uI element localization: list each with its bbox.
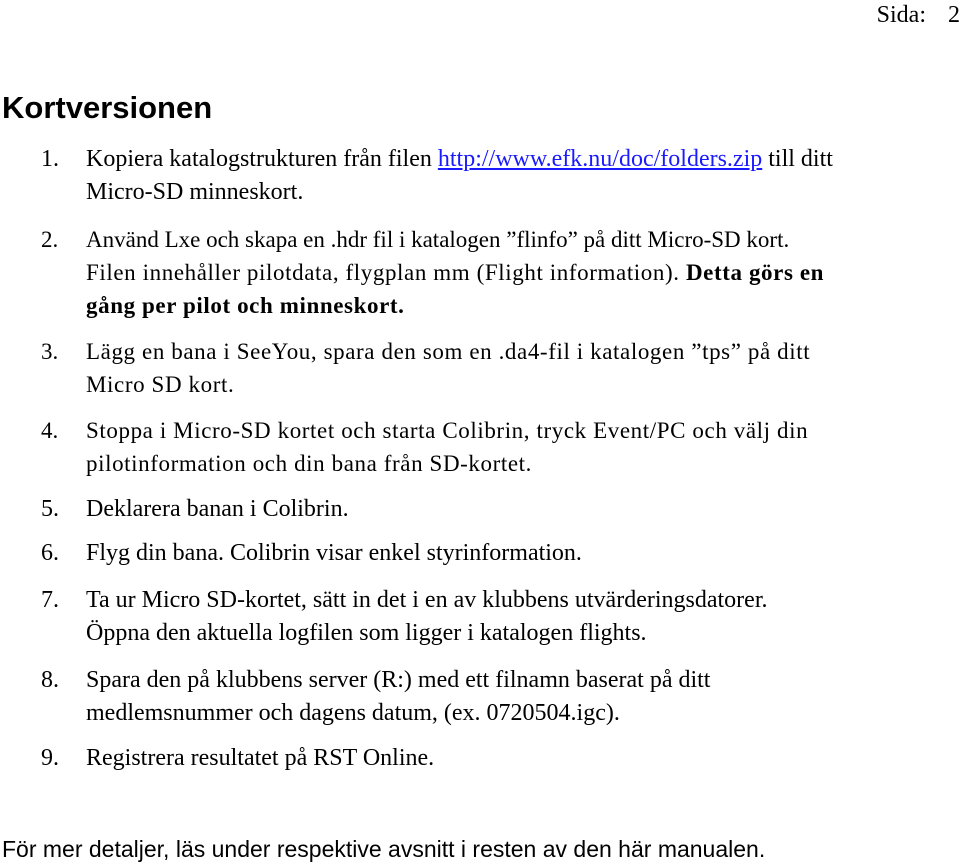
step-text [86,223,960,322]
step-text [86,335,960,401]
step-emphasis: gång per pilot och minneskort. [86,293,405,318]
page-number-label: Sida: [876,2,926,28]
page-number-value: 2 [948,2,960,28]
step-number: 8. [41,667,59,693]
step-number: 4. [41,418,59,443]
step-line: Flyg din bana. Colibrin visar enkel styrinformation. [86,540,582,566]
step-line: medlemsnummer och dagens datum, (ex. 0720504.igc). [86,700,620,726]
step-number: 2. [41,227,59,252]
step-number: 5. [41,496,59,522]
step-number: 1. [41,146,59,172]
step-text [86,584,960,650]
step-text-segment: till ditt [762,146,833,172]
step-number: 3. [41,339,59,364]
step-text [86,742,960,775]
step-number: 7. [41,587,59,613]
step-line: pilotinformation och din bana från SD-kortet. [86,451,533,476]
step-line: Lägg en bana i SeeYou, spara den som en .da4-fil i katalogen ”tps” på ditt [86,339,811,364]
step-text-segment: Kopiera katalogstrukturen från filen [86,146,438,172]
page-title: Kortversionen [2,90,213,125]
step-text [86,143,960,209]
step-line: Öppna den aktuella logfilen som ligger i katalogen flights. [86,620,647,646]
folders-zip-link[interactable]: http://www.efk.nu/doc/folders.zip [437,146,763,172]
step-line [86,256,960,289]
step-text [86,537,960,570]
step-text [86,493,960,526]
step-line: Registrera resultatet på RST Online. [86,745,435,771]
step-line: Ta ur Micro SD-kortet, sätt in det i en av klubbens utvärderingsdatorer. [86,587,768,613]
step-line: Micro SD kort. [86,372,235,397]
step-line: Använd Lxe och skapa en .hdr fil i katalogen ”flinfo” på ditt Micro-SD kort. [86,227,790,252]
step-number: 9. [41,745,59,771]
footer-note: För mer detaljer, läs under respektive avsnitt i resten av den här manualen. [2,836,766,862]
step-line [86,143,960,176]
step-line: Spara den på klubbens server (R:) med ett filnamn baserat på ditt [86,667,711,693]
page-number [877,0,960,30]
step-line: Deklarera banan i Colibrin. [86,496,349,522]
step-text [86,664,960,730]
step-emphasis: Detta görs en [685,260,825,285]
step-line: Stoppa i Micro-SD kortet och starta Colibrin, tryck Event/PC och välj din [86,418,809,443]
step-text-segment: Filen innehåller pilotdata, flygplan mm (Flight information). [86,260,686,285]
step-number: 6. [41,540,59,566]
step-line: Micro-SD minneskort. [86,179,304,205]
step-text [86,414,960,480]
